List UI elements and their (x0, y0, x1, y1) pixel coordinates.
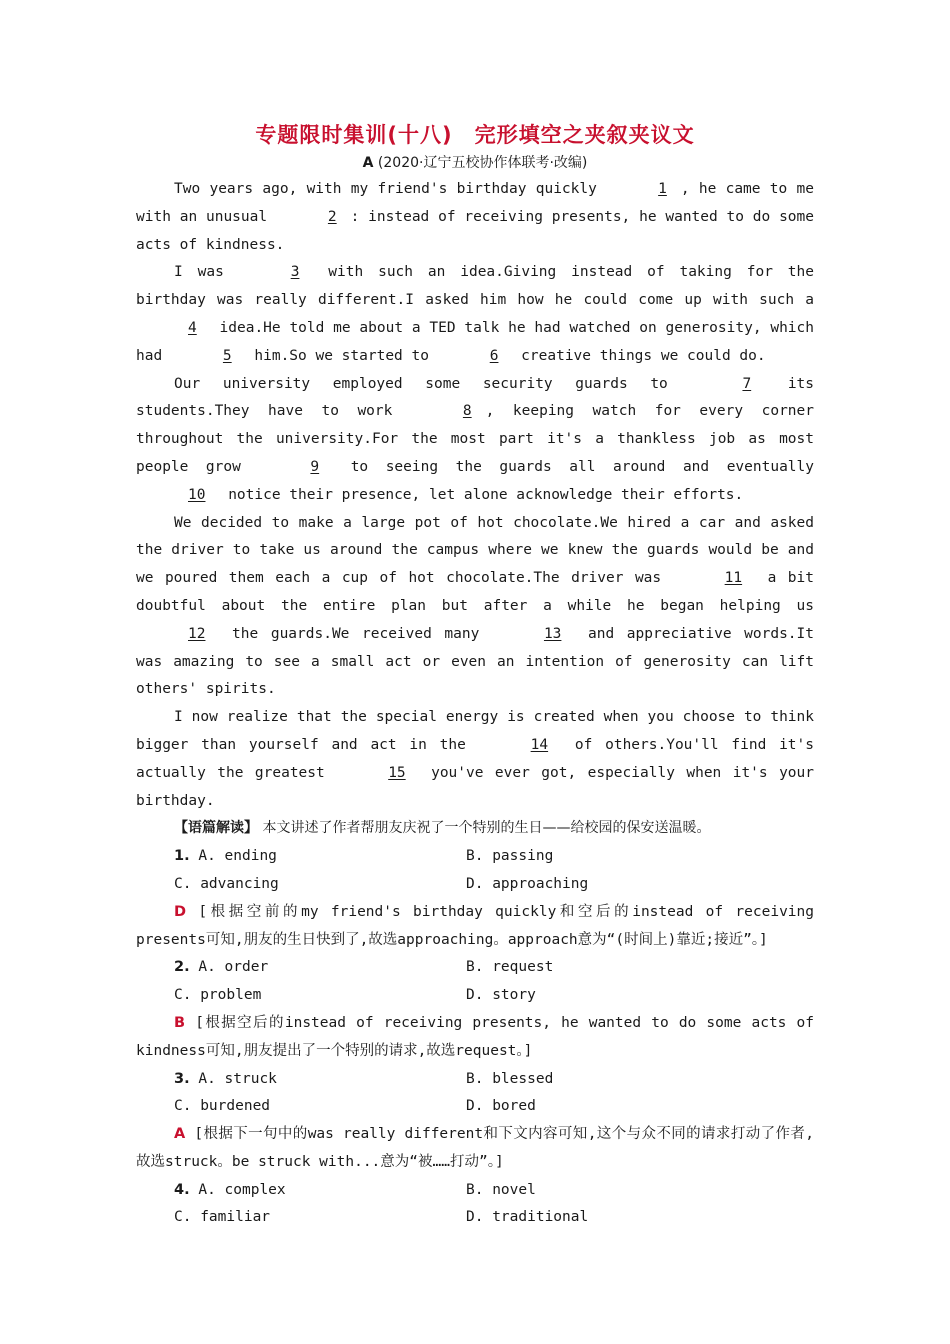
question-4-options-row-1 (136, 1177, 814, 1205)
passage-text: with such an idea.Giving instead of taking for the birthday was really different.I asked him how he could come up with such a (136, 264, 814, 309)
passage-paragraph-1 (136, 176, 814, 259)
question-number: 4. (174, 1181, 190, 1198)
section-letter: A (362, 155, 374, 171)
passage-text: to seeing the guards all around and eventually (333, 458, 814, 475)
passage-source (136, 152, 814, 174)
blank-2: 2 (327, 208, 337, 225)
answer-explanation: [根据空前的my friend's birthday quickly和空后的instead of receiving presents可知,朋友的生日快到了,故选approaching。approach意为“(时间上)靠近;接近”。] (136, 903, 814, 948)
passage-paragraph-2 (136, 259, 814, 370)
passage-text: Two years ago, with my friend's birthday quickly (174, 181, 607, 197)
passage-text: its students.They have to work (136, 375, 815, 420)
option-b: B. passing (466, 848, 554, 865)
passage-text: you've ever got, especially when it's your birthday. (136, 764, 814, 809)
question-2-options-row-2 (136, 982, 814, 1010)
option-a: A. complex (198, 1181, 286, 1198)
option-d: D. traditional (466, 1209, 589, 1226)
blank-8: 8 (462, 403, 472, 420)
passage-text: We decided to make a large pot of hot chocolate.We hired a car and asked the driver to take us around the campus where we knew the guards would be and we poured them each a cup of hot chocolate.The driver was (136, 514, 814, 587)
passage-text: him.So we started to (245, 347, 438, 364)
passage-text: , keeping watch for every corner throughout the university.For the most part it's a thankless job as most people grow (136, 403, 814, 475)
option-c: C. problem (174, 987, 262, 1004)
passage-text: and appreciative words.It was amazing to see a small act or even an intention of generosity can lift others' spirits. (136, 625, 814, 698)
option-b: B. novel (466, 1181, 536, 1198)
passage-text: notice their presence, let alone acknowledge their efforts. (219, 486, 744, 503)
question-3-options-row-1 (136, 1066, 814, 1094)
question-2-options-row-1 (136, 954, 814, 982)
blank-15: 15 (388, 764, 406, 781)
option-d: D. approaching (466, 875, 589, 892)
question-number: 3. (174, 1070, 190, 1087)
answer-explanation: [根据空后的instead of receiving presents, he wanted to do some acts of kindness可知,朋友提出了一个特别的请求,故选request。] (136, 1014, 814, 1059)
passage-text: of others.You'll find it's actually the greatest (136, 736, 814, 781)
option-a: A. ending (198, 848, 277, 865)
passage-text: I now realize that the special energy is created when you choose to think bigger than yourself and act in the (136, 709, 814, 753)
passage-text: idea.He told me about a TED talk he had watched on generosity, which had (136, 319, 814, 364)
passage-paragraph-3 (136, 371, 814, 510)
blank-12: 12 (188, 625, 206, 642)
question-1-options-row-2 (136, 871, 814, 899)
answer-letter: A (174, 1126, 186, 1143)
blank-5: 5 (222, 347, 232, 364)
summary-label: 【语篇解读】 (174, 820, 258, 837)
passage-summary (136, 815, 814, 843)
option-b: B. request (466, 959, 554, 976)
option-c: C. burdened (174, 1098, 271, 1115)
blank-4: 4 (188, 319, 197, 336)
blank-9: 9 (310, 458, 320, 475)
option-d: D. bored (466, 1098, 536, 1115)
passage-text: creative things we could do. (512, 347, 766, 364)
answer-letter: D (174, 903, 187, 920)
question-number: 2. (174, 959, 190, 976)
question-1-options-row-1 (136, 843, 814, 871)
summary-text: 本文讲述了作者帮朋友庆祝了一个特别的生日——给校园的保安送温暖。 (258, 820, 711, 837)
question-3-options-row-2 (136, 1093, 814, 1121)
passage-text: , he came to me with an unusual (136, 181, 814, 225)
passage-paragraph-5 (136, 704, 814, 815)
option-b: B. blessed (466, 1070, 554, 1087)
answer-letter: B (174, 1014, 186, 1031)
blank-1: 1 (658, 181, 667, 197)
passage-text: : instead of receiving presents, he wanted to do some acts of kindness. (136, 208, 814, 253)
passage-text: Our university employed some security guards to (174, 375, 691, 392)
question-4-options-row-2 (136, 1204, 814, 1232)
source-text: (2020·辽宁五校协作体联考·改编) (377, 155, 588, 171)
question-2-answer (136, 1010, 814, 1066)
option-a: A. order (198, 959, 269, 976)
answer-explanation: [根据下一句中的was really different和下文内容可知,这个与众不同的请求打动了作者,故选struck。be struck with...意为“被……打动”。] (136, 1126, 814, 1170)
question-3-answer (136, 1121, 814, 1177)
option-a: A. struck (198, 1070, 277, 1087)
passage-text: I was (174, 264, 239, 281)
document-page (136, 118, 814, 1232)
option-c: C. advancing (174, 875, 279, 892)
blank-6: 6 (489, 347, 499, 364)
passage-paragraph-4 (136, 510, 814, 705)
blank-13: 13 (543, 625, 562, 642)
blank-14: 14 (530, 736, 549, 753)
page-title: 专题限时集训(十八) 完形填空之夹叙夹议文 (255, 123, 695, 147)
question-number: 1. (174, 848, 190, 865)
blank-11: 11 (724, 570, 743, 587)
blank-7: 7 (742, 375, 752, 392)
blank-3: 3 (290, 264, 300, 281)
question-1-answer (136, 899, 814, 955)
option-c: C. familiar (174, 1209, 271, 1226)
passage-text: the guards.We received many (219, 625, 492, 642)
option-d: D. story (466, 987, 536, 1004)
passage-text: a bit doubtful about the entire plan but after a while he began helping us (136, 570, 814, 614)
blank-10: 10 (188, 486, 206, 503)
